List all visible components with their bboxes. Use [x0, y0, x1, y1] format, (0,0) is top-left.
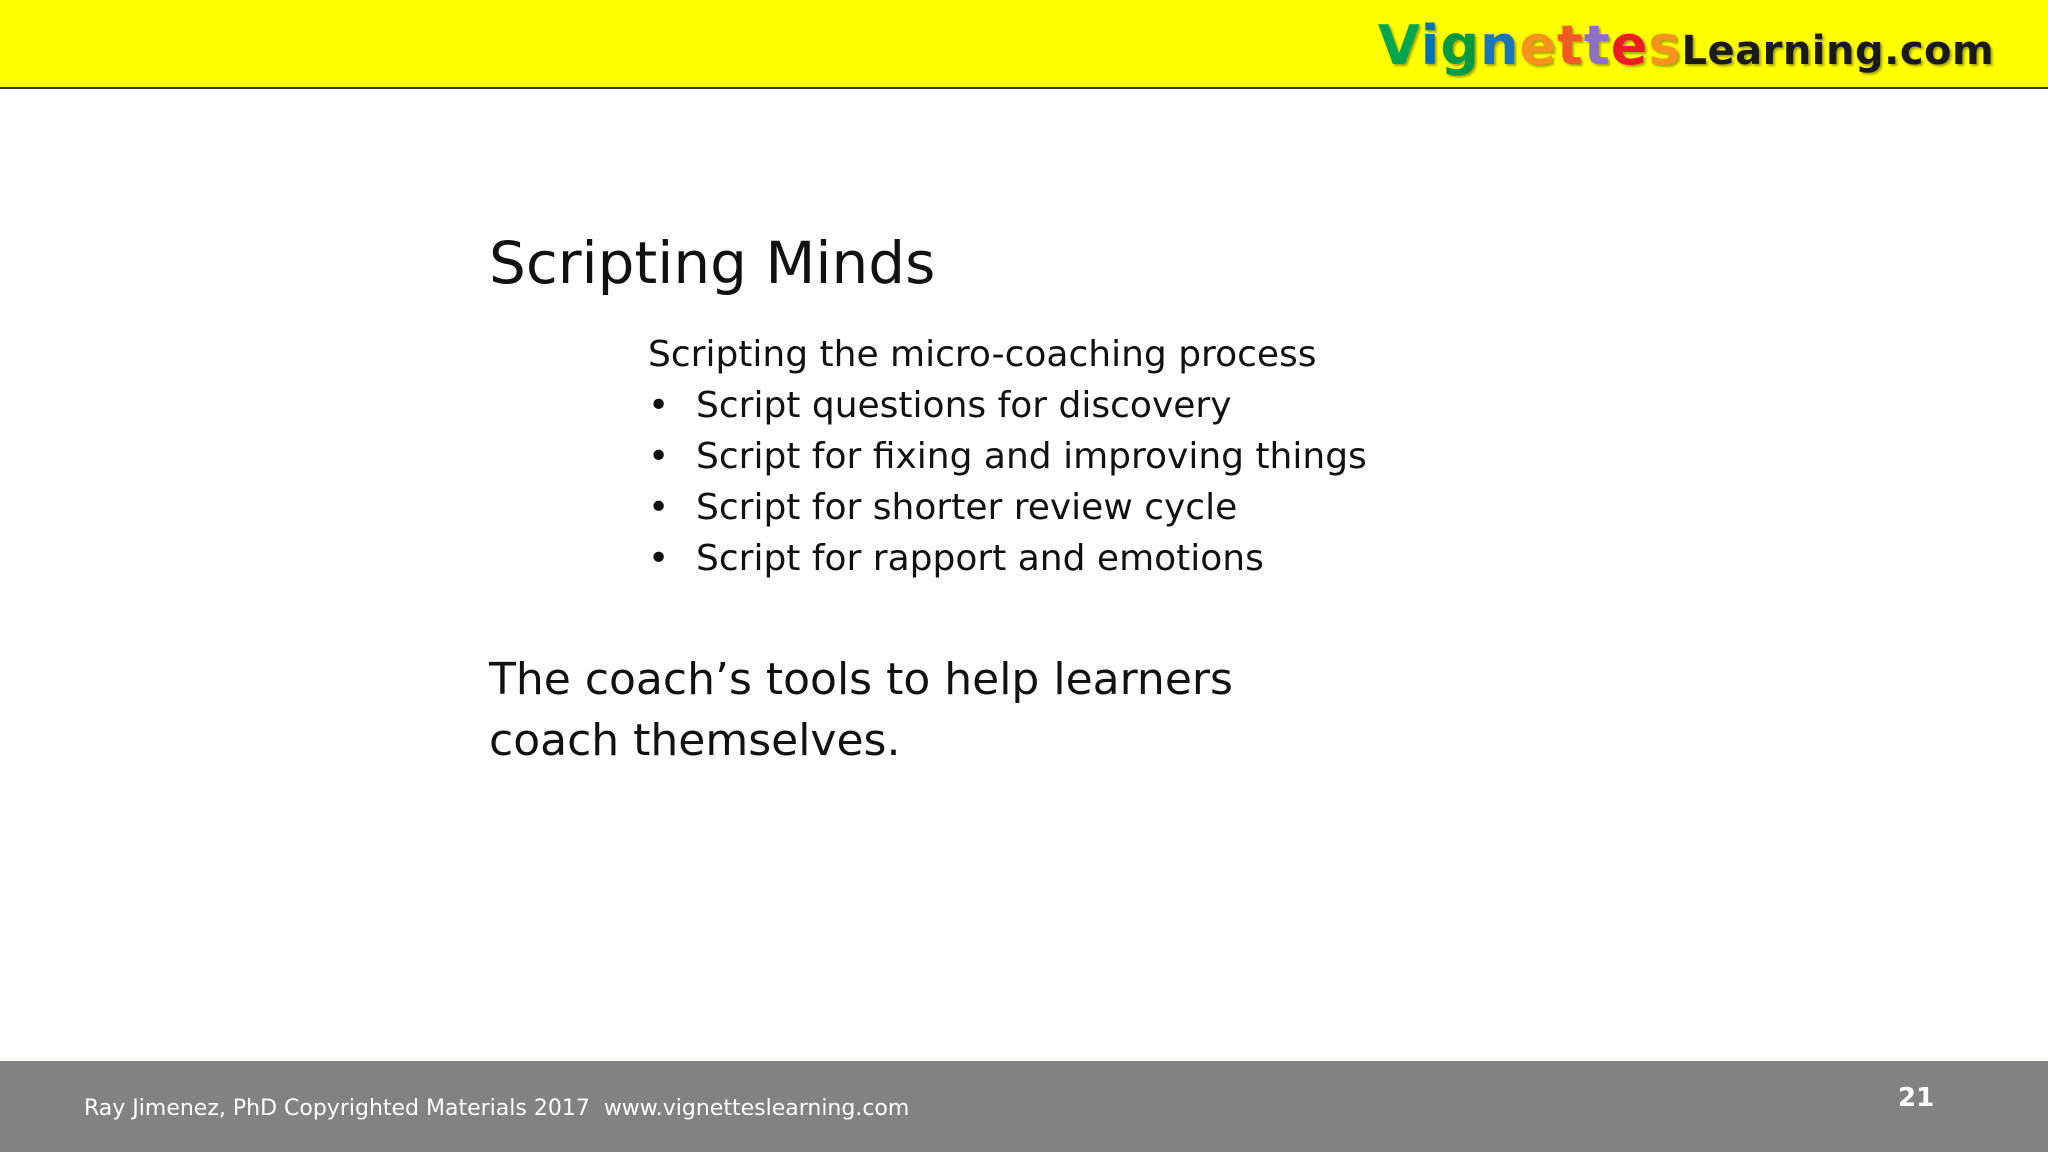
logo-letter: e [1519, 14, 1558, 77]
list-item [648, 431, 1367, 482]
vignettes-learning-logo [1378, 14, 1994, 84]
list-item [648, 482, 1367, 533]
bullet-icon: • [648, 385, 670, 426]
bullet-text: Script for fixing and improving things [696, 436, 1367, 477]
bullet-icon: • [648, 487, 670, 528]
bullet-icon: • [648, 436, 670, 477]
bullet-text: Script for rapport and emotions [696, 538, 1264, 579]
logo-suffix: Learning.com [1681, 28, 1995, 74]
footer-copyright: Ray Jimenez, PhD Copyrighted Materials 2017 www.vignetteslearning.com [84, 1096, 910, 1121]
tagline: The coach’s tools to help learners coach themselves. [489, 654, 1233, 766]
logo-letter: n [1479, 14, 1520, 77]
content-block [648, 329, 1367, 584]
logo-letter: e [1610, 14, 1649, 77]
logo-letter: g [1440, 14, 1480, 77]
list-item [648, 533, 1367, 584]
header-bar [0, 0, 2048, 89]
subheading: Scripting the micro-coaching process [648, 334, 1317, 375]
bullet-list [648, 380, 1367, 584]
logo-letter: t [1557, 14, 1584, 77]
logo-letter: i [1420, 14, 1441, 77]
bullet-icon: • [648, 538, 670, 579]
logo-wordmark [1378, 14, 1681, 77]
logo-letter: V [1378, 14, 1421, 77]
bullet-text: Script for shorter review cycle [696, 487, 1238, 528]
bullet-text: Script questions for discovery [696, 385, 1232, 426]
slide-title: Scripting Minds [489, 229, 936, 297]
logo-letter: t [1583, 14, 1611, 77]
list-item [648, 380, 1367, 431]
logo-letter: s [1648, 14, 1682, 77]
page-number: 21 [1898, 1083, 1935, 1113]
